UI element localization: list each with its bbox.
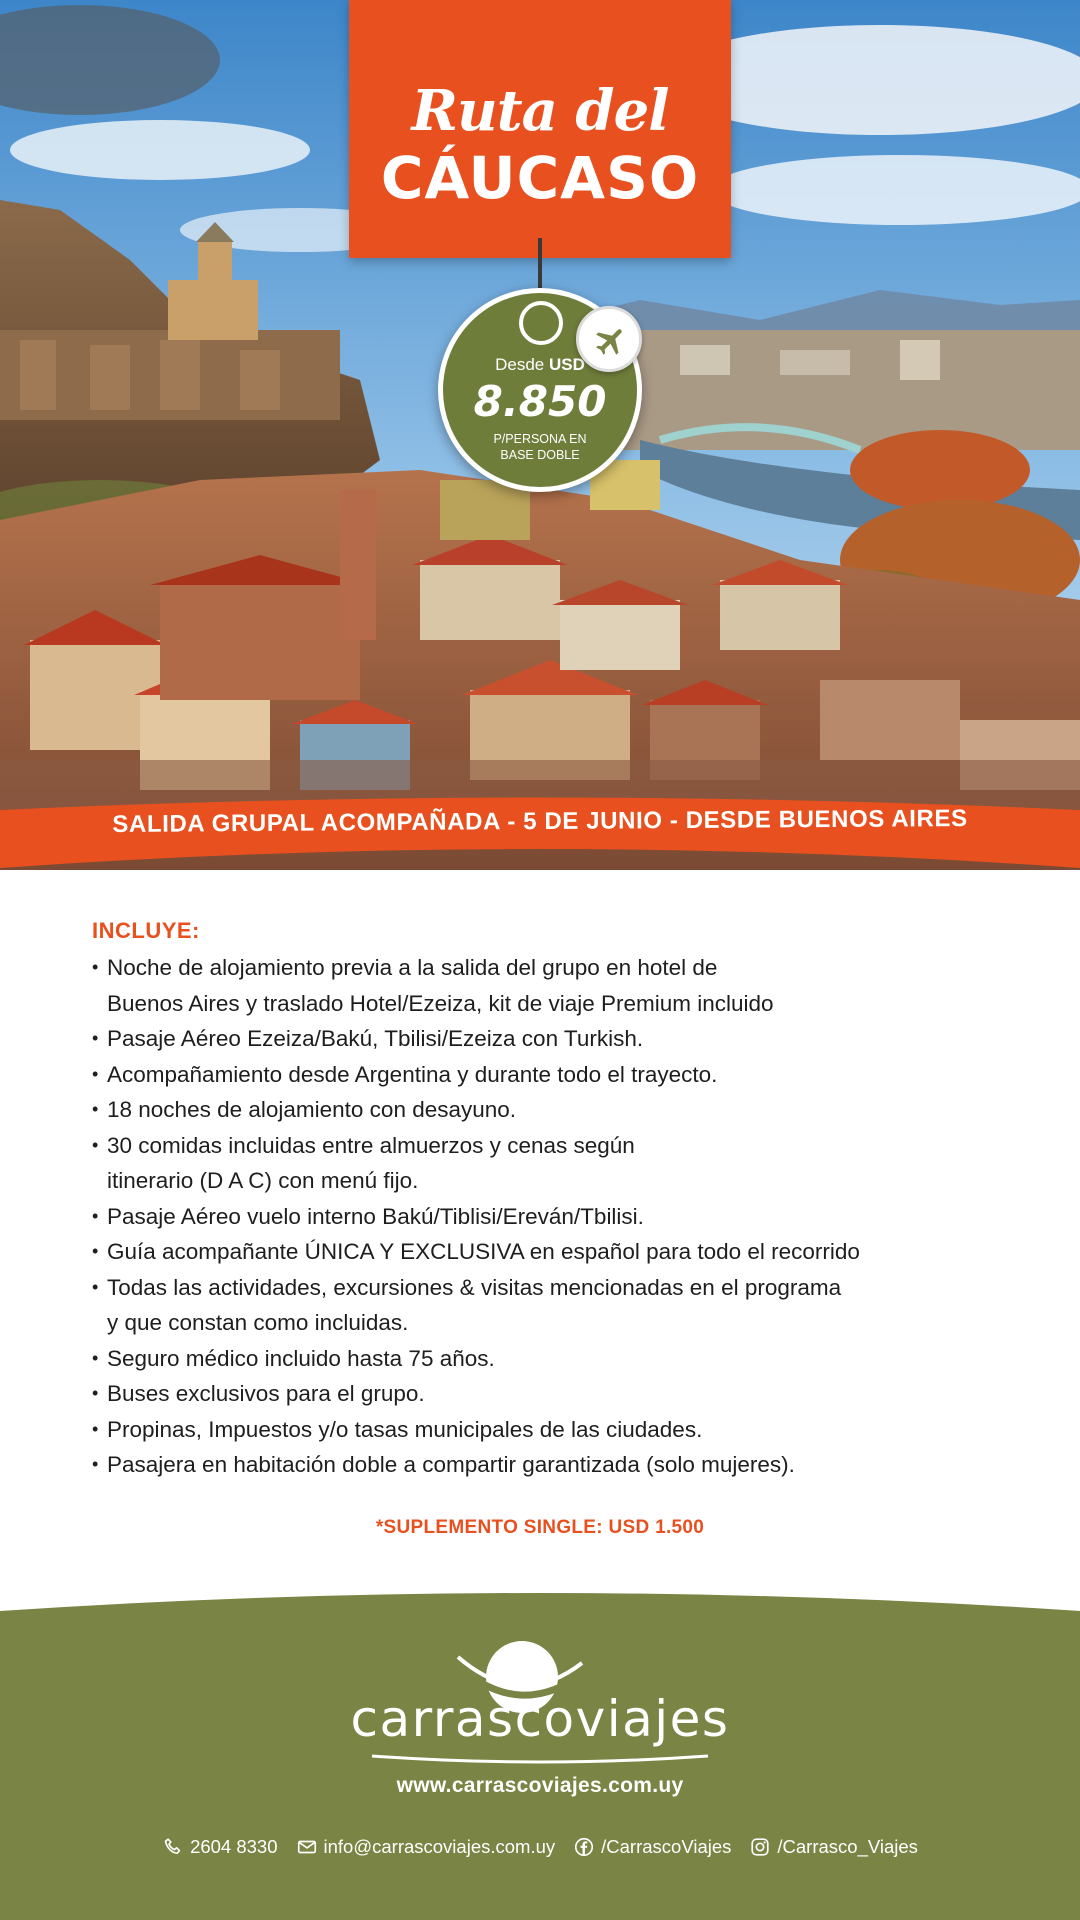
- tag-hole: [519, 301, 563, 345]
- price-note-line2: BASE DOBLE: [500, 448, 580, 462]
- price-prefix-text: Desde: [495, 355, 545, 374]
- email-address: info@carrascoviajes.com.uy: [323, 1836, 556, 1857]
- phone-number: 2604 8330: [190, 1836, 278, 1857]
- single-supplement: *SUPLEMENTO SINGLE: USD 1.500: [375, 1517, 705, 1538]
- include-item: • Seguro médico incluido hasta 75 años.: [92, 1341, 1012, 1377]
- price-note-line1: P/PERSONA EN: [493, 432, 587, 446]
- include-item: • Pasajera en habitación doble a compartir garantizada (solo mujeres).: [92, 1447, 1012, 1483]
- include-item: • Propinas, Impuestos y/o tasas municipales de las ciudades.: [92, 1412, 1012, 1448]
- price-currency: USD: [548, 355, 585, 374]
- include-item: • Noche de alojamiento previa a la salida del grupo en hotel de: [92, 950, 1012, 986]
- contact-bar: [0, 1836, 1080, 1858]
- title-panel: [349, 0, 731, 258]
- facebook-handle: /CarrascoViajes: [601, 1836, 732, 1857]
- website-link[interactable]: www.carrascoviajes.com.uy: [396, 1774, 684, 1797]
- include-item: • 30 comidas incluidas entre almuerzos y cenas según: [92, 1128, 1012, 1164]
- airplane-badge: [576, 306, 642, 372]
- facebook-icon: [573, 1836, 595, 1858]
- include-item: • Acompañamiento desde Argentina y durante todo el trayecto.: [92, 1057, 1012, 1093]
- phone-contact[interactable]: [162, 1836, 277, 1858]
- includes-heading: INCLUYE:: [92, 918, 200, 943]
- instagram-contact[interactable]: [749, 1836, 918, 1858]
- facebook-contact[interactable]: [573, 1836, 731, 1858]
- envelope-icon: [296, 1836, 318, 1858]
- email-contact[interactable]: [296, 1836, 556, 1858]
- title-script: Ruta del: [411, 78, 669, 144]
- include-item: y que constan como incluidas.: [107, 1310, 409, 1335]
- include-item: • Pasaje Aéreo vuelo interno Bakú/Tiblisi/Ereván/Tbilisi.: [92, 1199, 1012, 1235]
- include-item: • Pasaje Aéreo Ezeiza/Bakú, Tbilisi/Ezeiza con Turkish.: [92, 1021, 1012, 1057]
- includes-list: [92, 950, 1012, 1483]
- include-item: • Guía acompañante ÚNICA Y EXCLUSIVA en español para todo el recorrido: [92, 1234, 1012, 1270]
- include-item: • 18 noches de alojamiento con desayuno.: [92, 1092, 1012, 1128]
- include-item: • Todas las actividades, excursiones & visitas mencionadas en el programa: [92, 1270, 1012, 1306]
- instagram-icon: [749, 1836, 771, 1858]
- brand-logo-text: carrascoviajes: [350, 1690, 730, 1748]
- departure-banner: SALIDA GRUPAL ACOMPAÑADA - 5 DE JUNIO - DESDE BUENOS AIRES: [112, 805, 968, 838]
- airplane-icon: [593, 323, 629, 359]
- include-item: Buenos Aires y traslado Hotel/Ezeiza, kit de viaje Premium incluido: [107, 990, 774, 1016]
- instagram-handle: /Carrasco_Viajes: [777, 1836, 918, 1857]
- title-caps: CÁUCASO: [380, 144, 700, 212]
- price-amount: 8.850: [473, 377, 607, 426]
- include-item: itinerario (D A C) con menú fijo.: [107, 1168, 419, 1193]
- phone-icon: [162, 1836, 184, 1858]
- logo-swoosh: [372, 1752, 708, 1764]
- includes-section: [92, 918, 1012, 1483]
- include-item: • Buses exclusivos para el grupo.: [92, 1376, 1012, 1412]
- price-note: [443, 431, 637, 463]
- hero-section: [0, 0, 1080, 870]
